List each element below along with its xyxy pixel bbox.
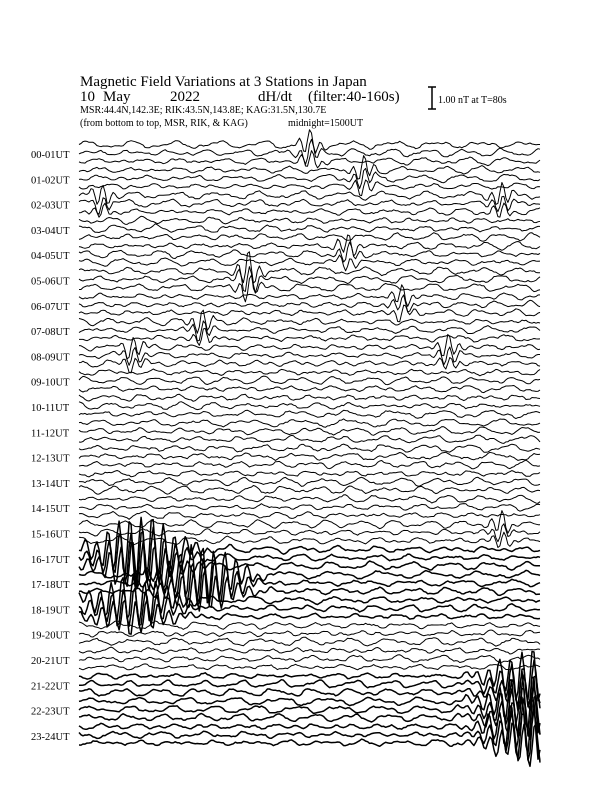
trace-11-12ut-msr: [79, 435, 540, 443]
trace-07-08ut-kag: [79, 310, 540, 333]
trace-13-14ut-kag: [79, 471, 540, 477]
trace-03-04ut-kag: [79, 216, 540, 224]
trace-14-15ut-rik: [79, 504, 540, 512]
hour-label-00-01ut: 00-01UT: [31, 150, 70, 161]
hour-label-07-08ut: 07-08UT: [31, 327, 70, 339]
chart-title: Magnetic Field Variations at 3 Stations in Japan: [80, 74, 367, 90]
date-year: 2022: [170, 89, 200, 105]
station-traces: [79, 130, 540, 767]
hour-label-23-24ut: 23-24UT: [31, 731, 70, 743]
trace-19-20ut-rik: [79, 630, 540, 637]
trace-14-15ut-msr: [79, 511, 540, 519]
trace-08-09ut-rik: [79, 347, 540, 365]
hour-label-14-15ut: 14-15UT: [31, 504, 70, 516]
trace-10-11ut-kag: [79, 394, 540, 401]
trace-03-04ut-rik: [79, 224, 540, 233]
trace-10-11ut-rik: [79, 402, 540, 410]
station-coordinates: MSR:44.4N,142.3E; RIK:43.5N,143.8E; KAG:31.5N,130.7E: [80, 105, 327, 116]
hour-label-01-02ut: 01-02UT: [31, 175, 70, 187]
trace-09-10ut-msr: [79, 386, 540, 393]
hour-label-12-13ut: 12-13UT: [31, 453, 70, 465]
hour-label-09-10ut: 09-10UT: [31, 377, 70, 389]
hour-label-13-14ut: 13-14UT: [31, 478, 70, 490]
trace-12-13ut-msr: [79, 460, 540, 469]
chart-header: [80, 74, 400, 129]
filter-label: (filter:40-160s): [308, 89, 400, 105]
hour-label-10-11ut: 10-11UT: [31, 403, 70, 414]
trace-12-13ut-rik: [79, 452, 540, 460]
midnight-note: midnight=1500UT: [288, 118, 364, 129]
trace-08-09ut-msr: [79, 358, 540, 373]
trace-20-21ut-rik: [79, 655, 540, 663]
trace-19-20ut-kag: [79, 621, 540, 630]
hour-label-02-03ut: 02-03UT: [31, 200, 70, 212]
trace-21-22ut-msr: [79, 675, 540, 711]
quantity-label: dH/dt: [258, 89, 293, 105]
trace-13-14ut-rik: [79, 477, 540, 486]
hour-label-18-19ut: 18-19UT: [31, 605, 70, 617]
trace-06-07ut-msr: [79, 305, 540, 322]
hour-label-19-20ut: 19-20UT: [31, 630, 70, 642]
trace-12-13ut-kag: [79, 444, 540, 452]
hour-label-21-22ut: 21-22UT: [31, 681, 70, 693]
trace-09-10ut-kag: [79, 369, 540, 376]
trace-16-17ut-kag: [79, 517, 540, 586]
trace-02-03ut-msr: [79, 203, 540, 217]
hour-label-03-04ut: 03-04UT: [31, 225, 70, 237]
trace-10-11ut-msr: [79, 410, 540, 418]
trace-15-16ut-msr: [79, 532, 540, 547]
hour-label-17-18ut: 17-18UT: [31, 580, 70, 592]
hour-label-05-06ut: 05-06UT: [31, 276, 70, 288]
hour-label-16-17ut: 16-17UT: [31, 554, 70, 566]
trace-04-05ut-msr: [79, 255, 540, 271]
trace-01-02ut-msr: [79, 180, 540, 196]
trace-14-15ut-kag: [79, 495, 540, 504]
trace-00-01ut-kag: [79, 130, 540, 154]
hour-label-20-21ut: 20-21UT: [31, 656, 70, 667]
station-order-note: (from bottom to top, MSR, RIK, & KAG): [80, 118, 248, 129]
scale-bar-label: 1.00 nT at T=80s: [438, 95, 507, 106]
trace-06-07ut-kag: [79, 285, 540, 307]
scale-bar: [428, 87, 507, 109]
hour-label-08-09ut: 08-09UT: [31, 352, 70, 364]
trace-09-10ut-rik: [79, 376, 540, 385]
trace-20-21ut-kag: [79, 647, 540, 654]
hour-label-11-12ut: 11-12UT: [31, 428, 70, 440]
hour-label-15-16ut: 15-16UT: [31, 529, 70, 541]
hour-label-06-07ut: 06-07UT: [31, 301, 70, 313]
date-month: May: [103, 89, 131, 105]
hour-row-labels: [31, 150, 70, 743]
hour-label-04-05ut: 04-05UT: [31, 251, 70, 263]
trace-20-21ut-msr: [79, 664, 540, 670]
hour-label-22-23ut: 22-23UT: [31, 706, 70, 718]
trace-23-24ut-kag: [79, 697, 540, 759]
trace-11-12ut-kag: [79, 419, 540, 427]
trace-03-04ut-msr: [79, 233, 540, 241]
trace-11-12ut-rik: [79, 427, 540, 436]
trace-13-14ut-msr: [79, 486, 540, 495]
trace-06-07ut-rik: [79, 295, 540, 312]
date-day: 10: [80, 89, 95, 105]
trace-19-20ut-msr: [79, 637, 540, 646]
